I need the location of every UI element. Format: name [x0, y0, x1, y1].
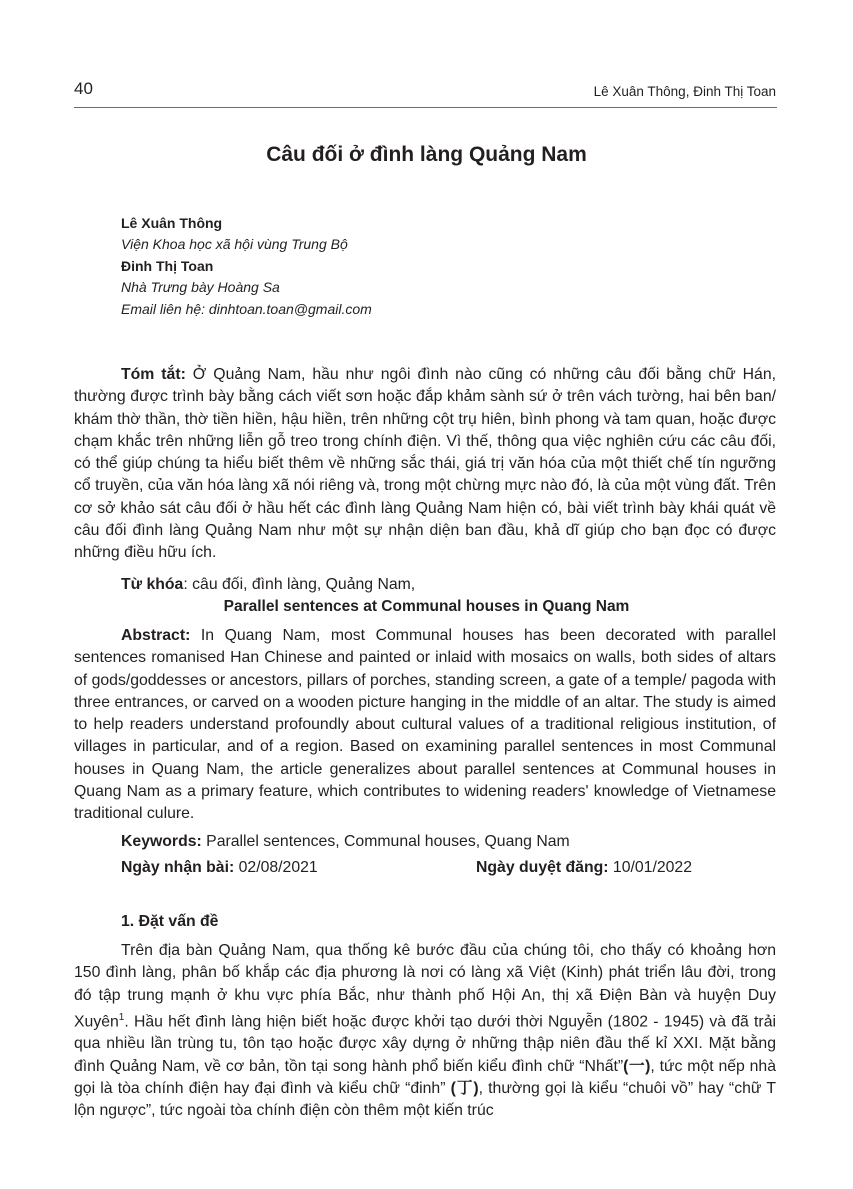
paragraph-text: Trên địa bàn Quảng Nam, qua thống kê bước đầu của chúng tôi, cho thấy có khoảng hơn 150 đình làng, phân bố khắp các địa phương là nơi có làng xã Việt (Kinh) phát triển lâu đời, trong đó tập trung mạnh ở khu vực phía Bắc, như thành phố Hội An, thị xã Điện Bàn và huyện Duy Xuyên [74, 942, 776, 1031]
abstract-text: Ở Quảng Nam, hầu như ngôi đình nào cũng có những câu đối bằng chữ Hán, thường được trình bày bằng cách viết sơn hoặc đắp khảm sành sứ ở trên vách tường, hai bên ban/ khám thờ thần, thờ tiền hiền, hậu hiền, trên những cột trụ hiên, bình phong và tam quan, hoặc được chạm khắc trên những liễn gỗ treo trong chính điện. Vì thế, thông qua việc nghiên cứu các câu đối, có thể giúp chúng ta hiểu biết thêm về những sắc thái, giá trị văn hóa của một thiết chế tín ngưỡng cổ truyền, của văn hóa làng xã nói riêng và, trong một chừng mực nào đó, là của một vùng đất. Trên cơ sở khảo sát câu đối ở hầu hết các đình làng Quảng Nam hiện có, bài viết trình bày khái quát về câu đối đình làng Quảng Nam như một sự nhận diện ban đầu, khả dĩ giúp cho bạn đọc có được những điều hữu ích. [74, 366, 776, 562]
abstract-label: Abstract: [121, 627, 191, 644]
page-number: 40 [74, 79, 93, 98]
english-abstract [74, 625, 776, 826]
contact-email: Email liên hệ: dinhtoan.toan@gmail.com [121, 300, 372, 317]
running-head: Lê Xuân Thông, Đinh Thị Toan [593, 84, 776, 99]
english-title: Parallel sentences at Communal houses in Quang Nam [223, 598, 630, 615]
header-rule [74, 107, 777, 108]
author-affiliation: Viện Khoa học xã hội vùng Trung Bộ [121, 236, 348, 253]
keywords-label: Keywords: [121, 833, 202, 850]
accepted-date [476, 857, 692, 879]
article-title: Câu đối ở đình làng Quảng Nam [266, 143, 587, 166]
paragraph-text: . Hầu hết đình làng hiện biết hoặc được khởi tạo dưới thời Nguyễn (1802 - 1945) và đã trải qua nhiều lần trùng tu, tôn tạo hoặc được xây dựng ở những thập niên đầu thế kỉ XXI. Mặt bằng đình Quảng Nam, về cơ bản, tồn tại song hành phổ biến kiểu đình chữ “Nhất” [74, 1013, 776, 1075]
english-keywords [74, 831, 776, 853]
keywords-label: Từ khóa [121, 576, 184, 593]
keywords-text: : câu đối, đình làng, Quảng Nam, [183, 576, 416, 593]
footnote-reference: 1 [118, 1011, 125, 1023]
chinese-character-nhat: (一) [623, 1057, 651, 1075]
received-date [121, 857, 318, 879]
author-name: Lê Xuân Thông [121, 215, 223, 231]
accepted-label: Ngày duyệt đăng: [476, 859, 609, 876]
accepted-value: 10/01/2022 [612, 859, 692, 876]
author-block [121, 213, 372, 320]
chinese-character-dinh: (丁) [450, 1080, 479, 1098]
author-affiliation: Nhà Trưng bày Hoàng Sa [121, 279, 280, 296]
keywords-text: Parallel sentences, Communal houses, Quang Nam [206, 833, 570, 850]
paragraph-text: , tức một nếp nhà gọi là tòa chính điện hay đại đình và kiểu chữ “đinh” [74, 1057, 776, 1098]
paragraph-text: , thường gọi là kiểu “chuôi vồ” hay “chữ T lộn ngược”, tức ngoài tòa chính điện còn thêm một kiến trúc [74, 1080, 776, 1120]
abstract-label: Tóm tắt: [121, 366, 186, 383]
vietnamese-abstract [74, 364, 776, 565]
received-label: Ngày nhận bài: [121, 859, 235, 876]
author-name: Đinh Thị Toan [121, 257, 214, 274]
body-paragraph [74, 940, 776, 1123]
received-value: 02/08/2021 [238, 859, 318, 876]
abstract-text: In Quang Nam, most Communal houses has been decorated with parallel sentences romanised Han Chinese and painted or inlaid with mosaics on walls, both sides of altars of gods/goddesses or ancestors, pillars of porches, standing screen, a gate of a temple/ pagoda with three entrances, or carved on a wooden picture hanging in the middle of an altar. The study is aimed to help readers understand profoundly about cultural values of a traditional religious institution, of villages in particular, and of a region. Based on examining parallel sentences in most Communal houses in Quang Nam, the article generalizes about parallel sentences at Communal houses in Quang Nam as a primary feature, which contributes to widening readers' knowledge of Vietnamese traditional culure. [74, 627, 777, 823]
section-heading: 1. Đặt vấn đề [121, 913, 219, 930]
vietnamese-keywords [74, 574, 776, 596]
